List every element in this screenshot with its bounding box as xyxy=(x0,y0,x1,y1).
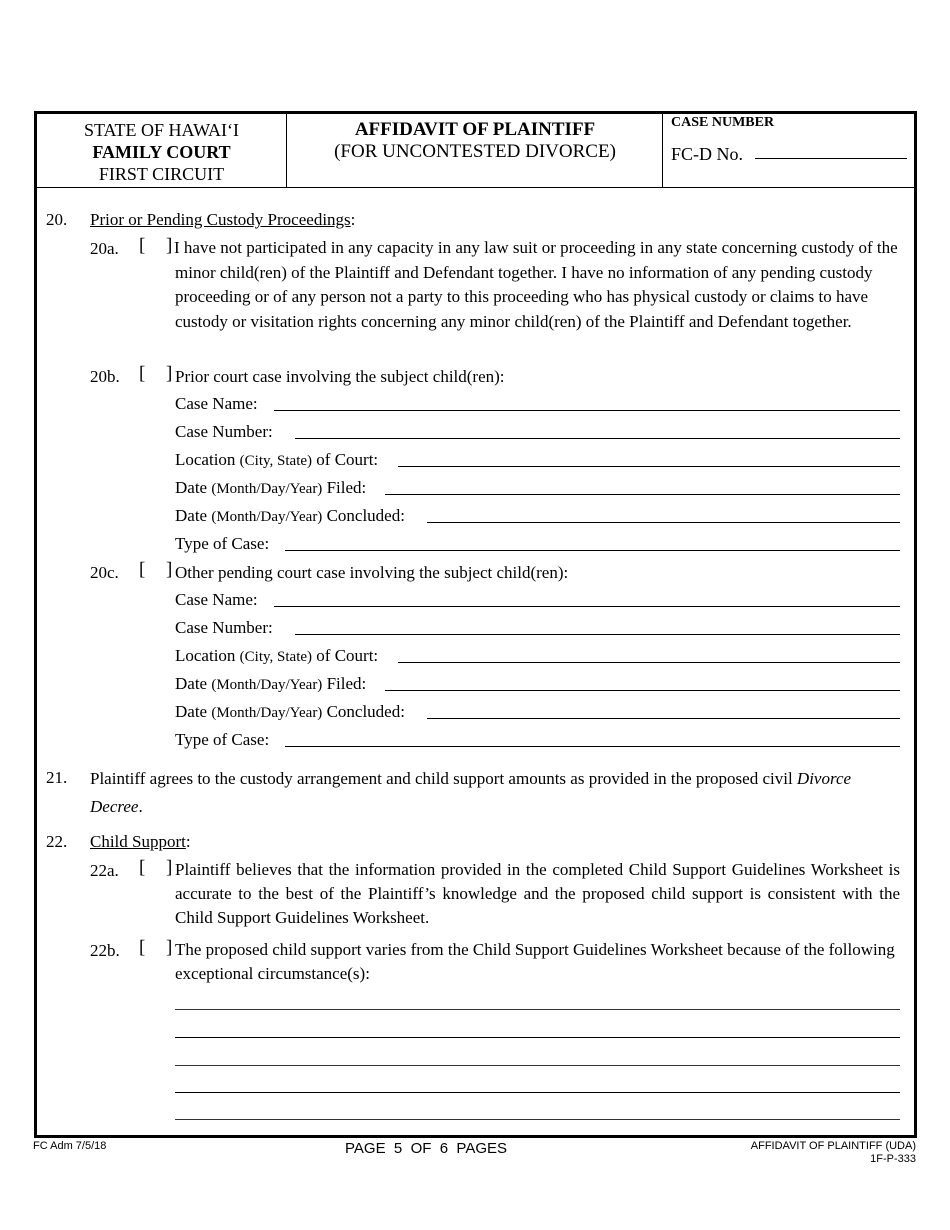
20b-date-filed-field[interactable] xyxy=(385,494,900,495)
location-paren: (City, State) xyxy=(239,453,313,469)
section-21-text xyxy=(90,765,900,821)
item-20c-text: Other pending court case involving the subject child(ren): xyxy=(175,563,569,582)
item-20a-label: 20a. xyxy=(90,239,119,258)
filed-word: Filed: xyxy=(326,674,367,693)
location-word: Location xyxy=(175,450,236,469)
circuit-name: FIRST CIRCUIT xyxy=(98,164,225,184)
date-word: Date xyxy=(175,506,208,525)
document-title: AFFIDAVIT OF PLAINTIFF xyxy=(354,119,596,140)
fcd-number-field[interactable] xyxy=(755,142,907,159)
item-20a-text: I have not participated in any capacity in any law suit or proceeding in any state concerning custody of the minor child(ren) of the Plaintiff and Defendant together. I have no information of any pending custody proceeding or of any person not a party to this proceeding who has physical custody or claims to have custody or visitation rights concerning any minor child(ren) of the Plaintiff and Defendant together. xyxy=(174,238,898,331)
checkbox-20b-open[interactable]: [ xyxy=(139,363,146,384)
date-paren: (Month/Day/Year) xyxy=(211,481,323,497)
20b-case-name-field[interactable] xyxy=(274,410,900,411)
section-21-sentence: Plaintiff agrees to the custody arrangement and child support amounts as provided in the proposed civil xyxy=(90,769,793,788)
date-paren: (Month/Day/Year) xyxy=(211,705,323,721)
circumstance-line[interactable] xyxy=(175,1119,900,1120)
20b-date-concluded-field[interactable] xyxy=(427,522,900,523)
20c-case-name-label: Case Name: xyxy=(175,590,258,609)
20c-date-concluded-field[interactable] xyxy=(427,718,900,719)
20c-case-name-field[interactable] xyxy=(274,606,900,607)
checkbox-20a-open[interactable]: [ xyxy=(139,235,146,256)
checkbox-22b-open[interactable]: [ xyxy=(139,937,146,958)
concluded-word: Concluded: xyxy=(326,702,405,721)
form-title: AFFIDAVIT OF PLAINTIFF (UDA) xyxy=(750,1140,916,1152)
form-date: FC Adm 7/5/18 xyxy=(33,1140,107,1152)
location-suffix: of Court: xyxy=(316,646,379,665)
section-20-title: Prior or Pending Custody Proceedings xyxy=(90,210,351,229)
20c-type-label: Type of Case: xyxy=(175,730,270,749)
date-word: Date xyxy=(175,674,208,693)
concluded-word: Concluded: xyxy=(326,506,405,525)
20c-location-field[interactable] xyxy=(398,662,900,663)
court-name: FAMILY COURT xyxy=(92,142,231,162)
date-word: Date xyxy=(175,478,208,497)
section-22-number: 22. xyxy=(46,832,68,851)
20b-location-field[interactable] xyxy=(398,466,900,467)
item-20c-label: 20c. xyxy=(90,563,119,582)
20c-location-label xyxy=(175,644,378,669)
date-word: Date xyxy=(175,702,208,721)
20c-date-filed-field[interactable] xyxy=(385,690,900,691)
20c-type-field[interactable] xyxy=(285,746,900,747)
form-code: 1F-P-333 xyxy=(870,1153,916,1165)
20c-case-number-field[interactable] xyxy=(295,634,900,635)
checkbox-20b-close[interactable]: ] xyxy=(166,363,173,384)
checkbox-22a-close[interactable]: ] xyxy=(166,857,173,878)
section-22-title: Child Support xyxy=(90,832,186,851)
20b-date-filed-label xyxy=(175,476,366,501)
checkbox-22b-close[interactable]: ] xyxy=(166,937,173,958)
section-21-period: . xyxy=(138,797,143,816)
20b-case-name-label: Case Name: xyxy=(175,394,258,413)
checkbox-20a-close[interactable]: ] xyxy=(166,235,173,256)
checkbox-20c-close[interactable]: ] xyxy=(166,559,173,580)
section-21-number: 21. xyxy=(46,768,68,787)
checkbox-20c-open[interactable]: [ xyxy=(139,559,146,580)
section-22-heading xyxy=(90,830,191,854)
circumstance-line[interactable] xyxy=(175,1092,900,1093)
section-22-colon: : xyxy=(185,832,191,851)
state-name: STATE OF HAWAI‘I xyxy=(83,120,240,140)
court-caption xyxy=(37,119,286,185)
divorce-decree-ref: Divorce Decree xyxy=(90,769,852,816)
circumstance-line[interactable] xyxy=(175,1009,900,1010)
item-20b-text: Prior court case involving the subject child(ren): xyxy=(175,367,505,386)
section-20-colon: : xyxy=(350,210,356,229)
20b-type-label: Type of Case: xyxy=(175,534,270,553)
date-paren: (Month/Day/Year) xyxy=(211,509,323,525)
circumstance-line[interactable] xyxy=(175,1065,900,1066)
document-title-block xyxy=(288,119,662,163)
location-paren: (City, State) xyxy=(239,649,313,665)
item-22b-label: 22b. xyxy=(90,941,120,960)
section-20-heading xyxy=(90,208,355,232)
document-subtitle: (FOR UNCONTESTED DIVORCE) xyxy=(334,141,616,162)
location-suffix: of Court: xyxy=(316,450,379,469)
item-22a-label: 22a. xyxy=(90,861,119,880)
section-20-number: 20. xyxy=(46,210,68,229)
item-22b-text: The proposed child support varies from the Child Support Guidelines Worksheet because of the following exceptional circumstance(s): xyxy=(175,940,895,983)
item-22a-text: Plaintiff believes that the information provided in the completed Child Support Guidelines Worksheet is accurate to the best of the Plaintiff’s knowledge and the proposed child support is consistent with the Child Support Guidelines Worksheet. xyxy=(175,860,900,927)
fcd-label: FC-D No. xyxy=(671,144,744,164)
item-20b-label: 20b. xyxy=(90,367,120,386)
circumstance-line[interactable] xyxy=(175,1037,900,1038)
date-paren: (Month/Day/Year) xyxy=(211,677,323,693)
checkbox-22a-open[interactable]: [ xyxy=(139,857,146,878)
filed-word: Filed: xyxy=(326,478,367,497)
20b-location-label xyxy=(175,448,378,473)
case-number-label: CASE NUMBER xyxy=(671,115,775,130)
20b-date-concluded-label xyxy=(175,504,405,529)
20c-date-filed-label xyxy=(175,672,366,697)
page-indicator: PAGE 5 OF 6 PAGES xyxy=(345,1140,507,1157)
20c-date-concluded-label xyxy=(175,700,405,725)
20b-type-field[interactable] xyxy=(285,550,900,551)
20b-case-number-label: Case Number: xyxy=(175,422,273,441)
location-word: Location xyxy=(175,646,236,665)
20b-case-number-field[interactable] xyxy=(295,438,900,439)
20c-case-number-label: Case Number: xyxy=(175,618,273,637)
